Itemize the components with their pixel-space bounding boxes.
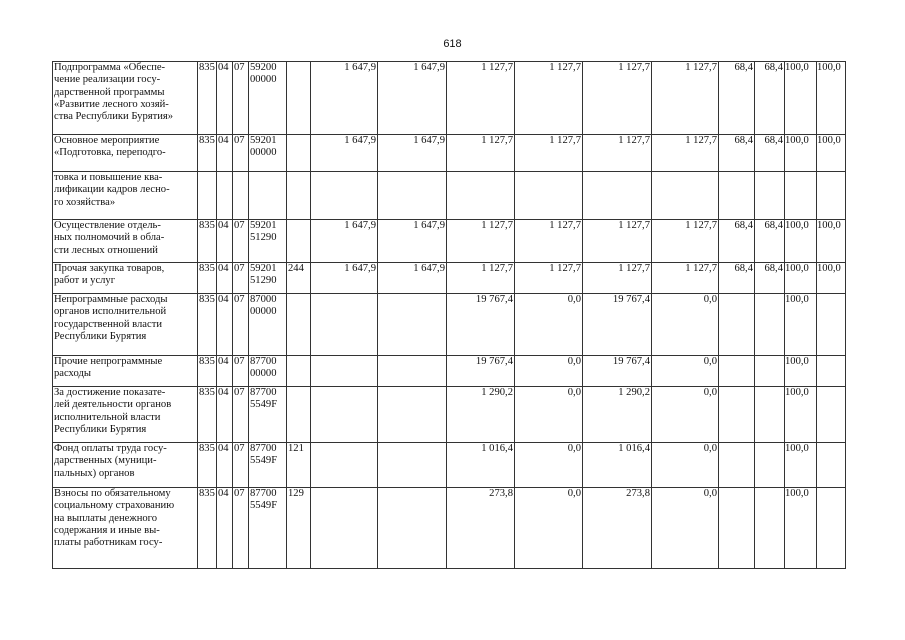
value-cell: 0,0 bbox=[652, 443, 719, 488]
value-cell: 1 127,7 bbox=[515, 135, 583, 172]
table-row bbox=[53, 387, 846, 443]
table-row bbox=[53, 294, 846, 356]
expense-type-code-cell: 129 bbox=[287, 488, 311, 569]
row-name-cell: Взносы по обязательному социальному страхованию на выплаты денежного содержания и иные вы- платы работникам госу- bbox=[53, 488, 198, 569]
value-cell: 1 016,4 bbox=[583, 443, 652, 488]
row-name-cell: Прочая закупка товаров, работ и услуг bbox=[53, 263, 198, 294]
expense-type-code-cell bbox=[287, 387, 311, 443]
value-cell: 100,0 bbox=[817, 62, 846, 135]
subsection-code-cell: 07 bbox=[233, 294, 249, 356]
value-cell: 68,4 bbox=[719, 62, 755, 135]
value-cell: 273,8 bbox=[447, 488, 515, 569]
value-cell: 100,0 bbox=[817, 135, 846, 172]
value-cell bbox=[311, 443, 378, 488]
value-cell: 100,0 bbox=[785, 356, 817, 387]
value-cell: 68,4 bbox=[755, 135, 785, 172]
value-cell bbox=[311, 356, 378, 387]
expense-type-code-cell: 121 bbox=[287, 443, 311, 488]
table-row bbox=[53, 220, 846, 263]
ministry-code-cell: 835 bbox=[198, 263, 217, 294]
section-code-cell: 04 bbox=[217, 220, 233, 263]
value-cell bbox=[755, 356, 785, 387]
value-cell: 1 127,7 bbox=[447, 220, 515, 263]
value-cell: 1 127,7 bbox=[652, 220, 719, 263]
subsection-code-cell: 07 bbox=[233, 356, 249, 387]
value-cell: 0,0 bbox=[515, 356, 583, 387]
value-cell: 1 127,7 bbox=[447, 263, 515, 294]
value-cell: 1 127,7 bbox=[583, 220, 652, 263]
value-cell bbox=[817, 387, 846, 443]
value-cell: 19 767,4 bbox=[447, 294, 515, 356]
value-cell: 100,0 bbox=[785, 263, 817, 294]
section-code-cell: 04 bbox=[217, 263, 233, 294]
value-cell: 1 127,7 bbox=[447, 62, 515, 135]
row-name-cell: За достижение показате- лей деятельности органов исполнительной власти Республики Бурятия bbox=[53, 387, 198, 443]
expense-type-code-cell bbox=[287, 356, 311, 387]
ministry-code-cell bbox=[198, 172, 217, 220]
ministry-code-cell: 835 bbox=[198, 387, 217, 443]
value-cell: 0,0 bbox=[652, 356, 719, 387]
table-row bbox=[53, 263, 846, 294]
target-item-code-cell: 59200 00000 bbox=[249, 62, 287, 135]
value-cell bbox=[311, 387, 378, 443]
target-item-code-cell: 59201 00000 bbox=[249, 135, 287, 172]
subsection-code-cell: 07 bbox=[233, 387, 249, 443]
value-cell bbox=[755, 294, 785, 356]
value-cell: 100,0 bbox=[785, 62, 817, 135]
value-cell: 100,0 bbox=[785, 488, 817, 569]
row-name-cell: Осуществление отдель- ных полномочий в обла- сти лесных отношений bbox=[53, 220, 198, 263]
value-cell: 68,4 bbox=[719, 220, 755, 263]
value-cell bbox=[515, 172, 583, 220]
page-number: 618 bbox=[443, 38, 462, 50]
subsection-code-cell bbox=[233, 172, 249, 220]
value-cell: 0,0 bbox=[515, 443, 583, 488]
value-cell: 1 127,7 bbox=[515, 263, 583, 294]
section-code-cell: 04 bbox=[217, 443, 233, 488]
value-cell: 68,4 bbox=[719, 135, 755, 172]
value-cell bbox=[817, 172, 846, 220]
value-cell bbox=[719, 488, 755, 569]
expense-type-code-cell bbox=[287, 220, 311, 263]
value-cell bbox=[583, 172, 652, 220]
value-cell: 68,4 bbox=[719, 263, 755, 294]
value-cell bbox=[785, 172, 817, 220]
value-cell bbox=[755, 488, 785, 569]
ministry-code-cell: 835 bbox=[198, 356, 217, 387]
budget-table bbox=[52, 61, 846, 569]
value-cell: 19 767,4 bbox=[583, 356, 652, 387]
row-name-cell: Фонд оплаты труда госу- дарственных (муници- пальных) органов bbox=[53, 443, 198, 488]
value-cell: 1 647,9 bbox=[378, 220, 447, 263]
target-item-code-cell: 87700 5549F bbox=[249, 443, 287, 488]
section-code-cell: 04 bbox=[217, 294, 233, 356]
target-item-code-cell: 87700 5549F bbox=[249, 387, 287, 443]
value-cell: 1 127,7 bbox=[652, 135, 719, 172]
section-code-cell: 04 bbox=[217, 356, 233, 387]
value-cell: 100,0 bbox=[817, 220, 846, 263]
value-cell: 1 016,4 bbox=[447, 443, 515, 488]
ministry-code-cell: 835 bbox=[198, 443, 217, 488]
section-code-cell: 04 bbox=[217, 488, 233, 569]
target-item-code-cell: 59201 51290 bbox=[249, 220, 287, 263]
subsection-code-cell: 07 bbox=[233, 135, 249, 172]
target-item-code-cell: 59201 51290 bbox=[249, 263, 287, 294]
section-code-cell bbox=[217, 172, 233, 220]
value-cell: 1 127,7 bbox=[447, 135, 515, 172]
value-cell: 1 127,7 bbox=[583, 135, 652, 172]
subsection-code-cell: 07 bbox=[233, 488, 249, 569]
value-cell: 1 647,9 bbox=[311, 263, 378, 294]
value-cell: 68,4 bbox=[755, 263, 785, 294]
value-cell bbox=[378, 172, 447, 220]
ministry-code-cell: 835 bbox=[198, 294, 217, 356]
value-cell bbox=[719, 387, 755, 443]
value-cell: 0,0 bbox=[515, 294, 583, 356]
value-cell: 1 290,2 bbox=[447, 387, 515, 443]
value-cell: 1 127,7 bbox=[652, 263, 719, 294]
subsection-code-cell: 07 bbox=[233, 62, 249, 135]
expense-type-code-cell: 244 bbox=[287, 263, 311, 294]
value-cell: 1 647,9 bbox=[378, 263, 447, 294]
value-cell bbox=[652, 172, 719, 220]
value-cell bbox=[378, 387, 447, 443]
table-row bbox=[53, 356, 846, 387]
table-row bbox=[53, 135, 846, 172]
value-cell bbox=[719, 172, 755, 220]
target-item-code-cell: 87000 00000 bbox=[249, 294, 287, 356]
row-name-cell: Прочие непрограммные расходы bbox=[53, 356, 198, 387]
subsection-code-cell: 07 bbox=[233, 220, 249, 263]
value-cell: 0,0 bbox=[652, 387, 719, 443]
expense-type-code-cell bbox=[287, 62, 311, 135]
value-cell bbox=[311, 294, 378, 356]
row-name-cell: Непрограммные расходы органов исполнительной государственной власти Республики Бурятия bbox=[53, 294, 198, 356]
table-row bbox=[53, 488, 846, 569]
section-code-cell: 04 bbox=[217, 62, 233, 135]
value-cell bbox=[719, 443, 755, 488]
value-cell: 0,0 bbox=[652, 488, 719, 569]
value-cell: 1 127,7 bbox=[652, 62, 719, 135]
value-cell: 100,0 bbox=[785, 443, 817, 488]
table-row bbox=[53, 172, 846, 220]
value-cell: 19 767,4 bbox=[447, 356, 515, 387]
value-cell: 1 127,7 bbox=[515, 62, 583, 135]
value-cell: 273,8 bbox=[583, 488, 652, 569]
value-cell bbox=[719, 294, 755, 356]
value-cell bbox=[311, 488, 378, 569]
subsection-code-cell: 07 bbox=[233, 443, 249, 488]
section-code-cell: 04 bbox=[217, 135, 233, 172]
value-cell bbox=[755, 443, 785, 488]
value-cell: 1 647,9 bbox=[378, 62, 447, 135]
value-cell bbox=[311, 172, 378, 220]
value-cell: 68,4 bbox=[755, 62, 785, 135]
ministry-code-cell: 835 bbox=[198, 62, 217, 135]
value-cell: 1 647,9 bbox=[311, 135, 378, 172]
row-name-cell: Основное мероприятие «Подготовка, переподго- bbox=[53, 135, 198, 172]
value-cell bbox=[755, 172, 785, 220]
value-cell: 100,0 bbox=[785, 294, 817, 356]
ministry-code-cell: 835 bbox=[198, 220, 217, 263]
value-cell: 0,0 bbox=[515, 387, 583, 443]
value-cell: 1 127,7 bbox=[583, 263, 652, 294]
value-cell: 100,0 bbox=[785, 387, 817, 443]
ministry-code-cell: 835 bbox=[198, 135, 217, 172]
section-code-cell: 04 bbox=[217, 387, 233, 443]
value-cell: 1 127,7 bbox=[515, 220, 583, 263]
subsection-code-cell: 07 bbox=[233, 263, 249, 294]
row-name-cell: товка и повышение ква- лификации кадров лесно- го хозяйства» bbox=[53, 172, 198, 220]
target-item-code-cell bbox=[249, 172, 287, 220]
value-cell: 1 647,9 bbox=[378, 135, 447, 172]
value-cell bbox=[378, 356, 447, 387]
value-cell bbox=[817, 356, 846, 387]
table-row bbox=[53, 62, 846, 135]
expense-type-code-cell bbox=[287, 135, 311, 172]
expense-type-code-cell bbox=[287, 294, 311, 356]
value-cell: 100,0 bbox=[817, 263, 846, 294]
value-cell bbox=[817, 488, 846, 569]
value-cell: 100,0 bbox=[785, 135, 817, 172]
value-cell: 1 647,9 bbox=[311, 62, 378, 135]
target-item-code-cell: 87700 00000 bbox=[249, 356, 287, 387]
value-cell: 1 127,7 bbox=[583, 62, 652, 135]
value-cell: 68,4 bbox=[755, 220, 785, 263]
budget-table-body bbox=[53, 62, 846, 569]
ministry-code-cell: 835 bbox=[198, 488, 217, 569]
value-cell bbox=[755, 387, 785, 443]
row-name-cell: Подпрограмма «Обеспе- чение реализации госу- дарственной программы «Развитие лесного хозяй- ства Республики Бурятия» bbox=[53, 62, 198, 135]
value-cell: 1 647,9 bbox=[311, 220, 378, 263]
value-cell bbox=[447, 172, 515, 220]
value-cell bbox=[817, 294, 846, 356]
value-cell: 0,0 bbox=[652, 294, 719, 356]
expense-type-code-cell bbox=[287, 172, 311, 220]
value-cell bbox=[817, 443, 846, 488]
value-cell bbox=[719, 356, 755, 387]
target-item-code-cell: 87700 5549F bbox=[249, 488, 287, 569]
value-cell bbox=[378, 488, 447, 569]
table-row bbox=[53, 443, 846, 488]
value-cell bbox=[378, 443, 447, 488]
value-cell: 1 290,2 bbox=[583, 387, 652, 443]
value-cell bbox=[378, 294, 447, 356]
value-cell: 19 767,4 bbox=[583, 294, 652, 356]
value-cell: 0,0 bbox=[515, 488, 583, 569]
value-cell: 100,0 bbox=[785, 220, 817, 263]
